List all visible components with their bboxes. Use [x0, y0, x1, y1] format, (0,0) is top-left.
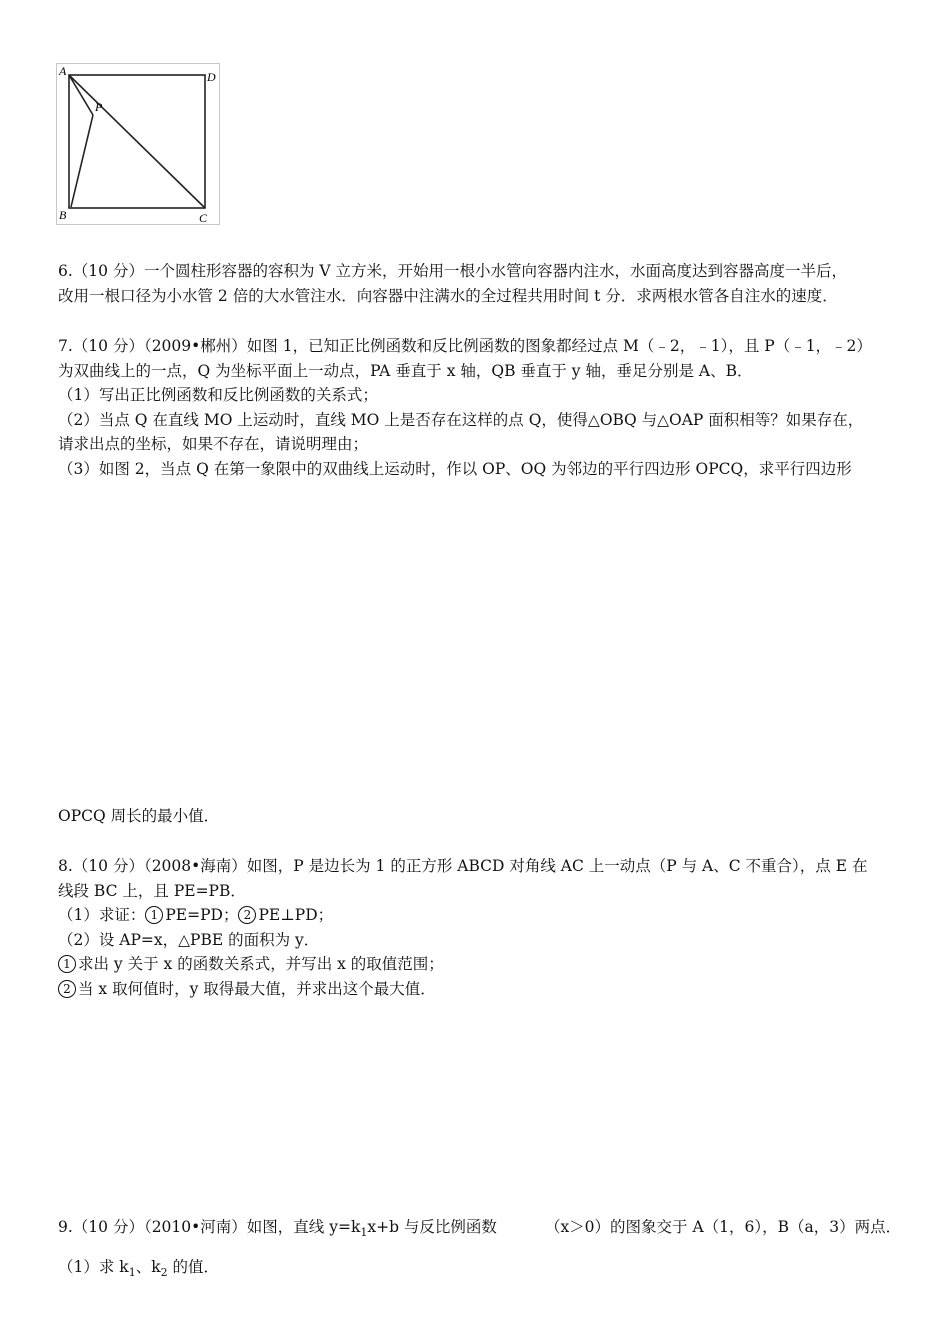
q7-line-7: OPCQ 周长的最小值．: [58, 807, 220, 825]
square-abcd-figure: [56, 63, 220, 225]
circled-number-1: 1: [58, 955, 76, 973]
q9-line-1-a: 9.（10 分）（2010•河南）如图，直线 y=k: [58, 1218, 361, 1236]
q6-line-2: 改用一根口径为小水管 2 倍的大水管注水．向容器中注满水的全过程共用时间 t 分．求两根水管各自注水的速度．: [58, 287, 838, 305]
q8-line-3: [58, 903, 333, 927]
q8-line-5-text: 求出 y 关于 x 的函数关系式，并写出 x 的取值范围；: [78, 955, 444, 973]
q8-line-3-suffix: PE⊥PD；: [258, 906, 334, 924]
q9-line-1-b: x+b 与反比例函数: [367, 1218, 497, 1236]
q7-line-3: （1）写出正比例函数和反比例函数的关系式；: [58, 386, 378, 404]
q8-line-5: [58, 952, 444, 976]
q8-line-4: （2）设 AP=x，△PBE 的面积为 y．: [58, 931, 320, 949]
circled-number-2: 2: [58, 980, 76, 998]
q7-line-2: 为双曲线上的一点，Q 为坐标平面上一动点，PA 垂直于 x 轴，QB 垂直于 y 轴，垂足分别是 A、B．: [58, 362, 753, 380]
q7-line-4: （2）当点 Q 在直线 MO 上运动时，直线 MO 上是否存在这样的点 Q，使得△OBQ 与△OAP 面积相等？如果存在，: [58, 411, 864, 429]
q8-line-2: 线段 BC 上，且 PE=PB．: [58, 882, 246, 900]
q8-line-6-text: 当 x 取何值时，y 取得最大值，并求出这个最大值．: [78, 980, 436, 998]
label-d: D: [207, 70, 216, 84]
q9-line-2-c: 的值．: [167, 1258, 220, 1276]
q9-line-2-b: 、k: [135, 1258, 161, 1276]
q8-line-3-mid: PE=PD；: [165, 906, 239, 924]
q8-line-3-prefix: （1）求证：: [58, 906, 146, 924]
label-c: C: [199, 211, 208, 225]
q9-line-1: [58, 1215, 901, 1245]
circled-number-2: 2: [238, 906, 256, 924]
q9-line-1-c: （x＞0）的图象交于 A（1，6），B（a，3）两点．: [544, 1218, 902, 1236]
q9-line-2: [58, 1255, 219, 1285]
q9-line-2-a: （1）求 k: [58, 1258, 129, 1276]
label-b: B: [59, 208, 67, 222]
circled-number-1: 1: [145, 906, 163, 924]
q6-line-1: 6.（10 分）一个圆柱形容器的容积为 V 立方米，开始用一根小水管向容器内注水，水面高度达到容器高度一半后，: [58, 262, 847, 280]
q8-line-6: [58, 977, 436, 1001]
q8-line-1: 8.（10 分）（2008•海南）如图，P 是边长为 1 的正方形 ABCD 对角线 AC 上一动点（P 与 A、C 不重合），点 E 在: [58, 857, 868, 875]
q7-line-1: 7.（10 分）（2009•郴州）如图 1，已知正比例函数和反比例函数的图象都经过点 M（﹣2，﹣1），且 P（﹣1，﹣2）: [58, 337, 872, 355]
subscript-k2: 2: [160, 1266, 168, 1280]
q7-line-5: 请求出点的坐标，如果不存在，请说明理由；: [58, 435, 369, 453]
q7-line-6: （3）如图 2，当点 Q 在第一象限中的双曲线上运动时，作以 OP、OQ 为邻边的平行四边形 OPCQ，求平行四边形: [58, 460, 852, 478]
subscript-k1: 1: [128, 1266, 136, 1280]
label-a: A: [59, 64, 67, 78]
label-p: P: [95, 100, 103, 114]
subscript-1: 1: [360, 1226, 368, 1240]
